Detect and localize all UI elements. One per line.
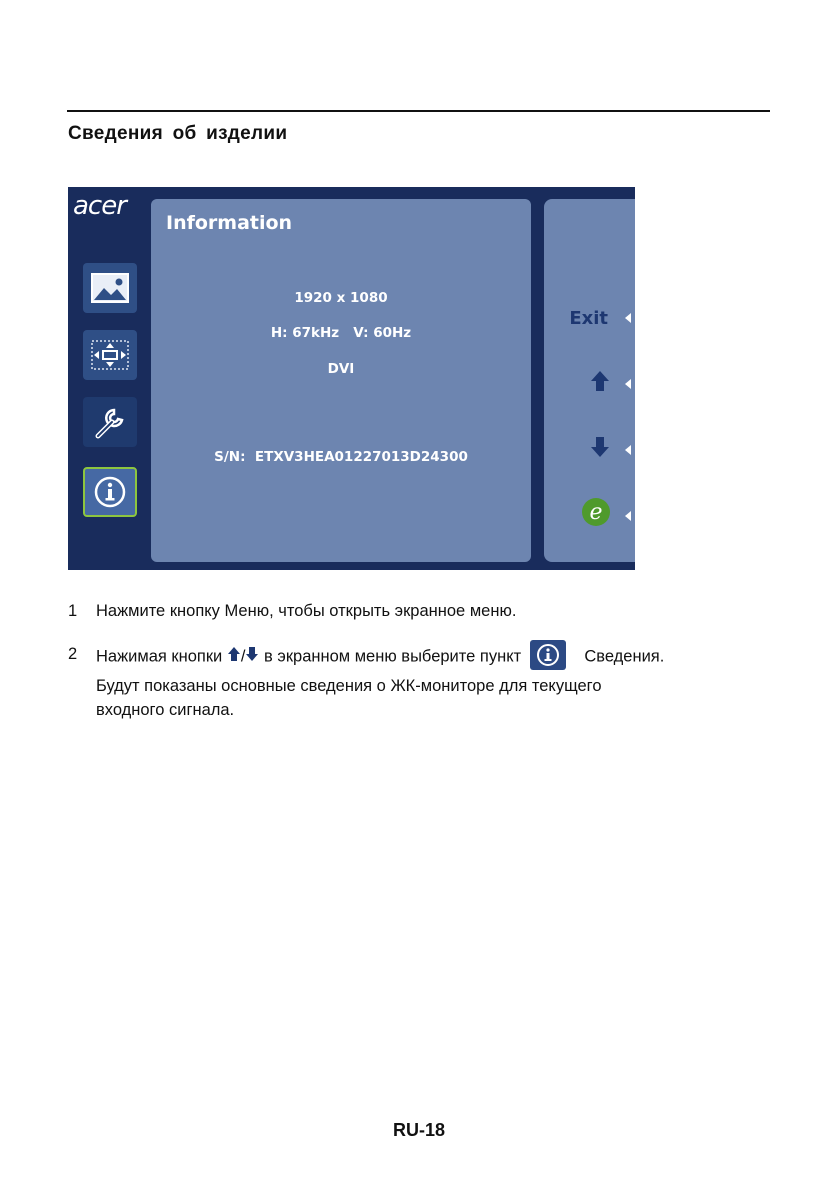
empowering-button[interactable] (544, 501, 635, 531)
step-text-pre: Нажимая кнопки (96, 647, 223, 666)
osd-input: DVI (327, 361, 355, 377)
description-line-2: входного сигнала. (96, 701, 235, 719)
svg-text:e: e (589, 500, 603, 525)
wrench-icon (83, 397, 137, 447)
up-arrow-icon (589, 369, 611, 398)
step-text (96, 642, 664, 672)
description-line-1: Будут показаны основные сведения о ЖК-мониторе для текущего (96, 677, 602, 695)
step-text-post: Сведения. (584, 647, 665, 666)
acer-logo: acer (73, 191, 126, 221)
down-arrow-icon (589, 435, 611, 464)
osd-screenshot (68, 187, 635, 570)
exit-label: Exit (569, 308, 608, 329)
picture-icon (83, 263, 137, 313)
empowering-e-icon (581, 497, 611, 532)
down-arrow-icon (245, 645, 259, 669)
step-separator: / (240, 647, 246, 666)
page-title: Сведения об изделии (68, 123, 288, 144)
osd-title: Information (166, 212, 293, 234)
up-arrow-icon (227, 645, 241, 669)
step-text-mid: в экранном меню выберите пункт (264, 647, 522, 666)
pointer-triangle-icon (625, 313, 631, 323)
osd-info-panel (151, 199, 531, 562)
info-icon (83, 467, 137, 517)
osd-resolution: 1920 x 1080 (294, 290, 388, 306)
pointer-triangle-icon (625, 379, 631, 389)
exit-button[interactable] (544, 303, 635, 333)
pointer-triangle-icon (625, 445, 631, 455)
step-number: 1 (68, 602, 78, 620)
pointer-triangle-icon (625, 511, 631, 521)
step-text: Нажмите кнопку Меню, чтобы открыть экранное меню. (96, 602, 517, 620)
step-number: 2 (68, 645, 78, 663)
osd-frequency: H: 67kHz V: 60Hz (270, 325, 412, 341)
top-rule (67, 110, 770, 112)
info-icon (530, 640, 566, 670)
osd-sidebar (68, 187, 150, 570)
osd-button-panel (544, 199, 635, 562)
page-number: RU-18 (392, 1120, 445, 1140)
up-button[interactable] (544, 369, 635, 399)
step-2-description (96, 674, 756, 722)
position-icon (83, 330, 137, 380)
osd-serial: S/N: ETXV3HEA01227013D24300 (214, 449, 468, 465)
down-button[interactable] (544, 435, 635, 465)
